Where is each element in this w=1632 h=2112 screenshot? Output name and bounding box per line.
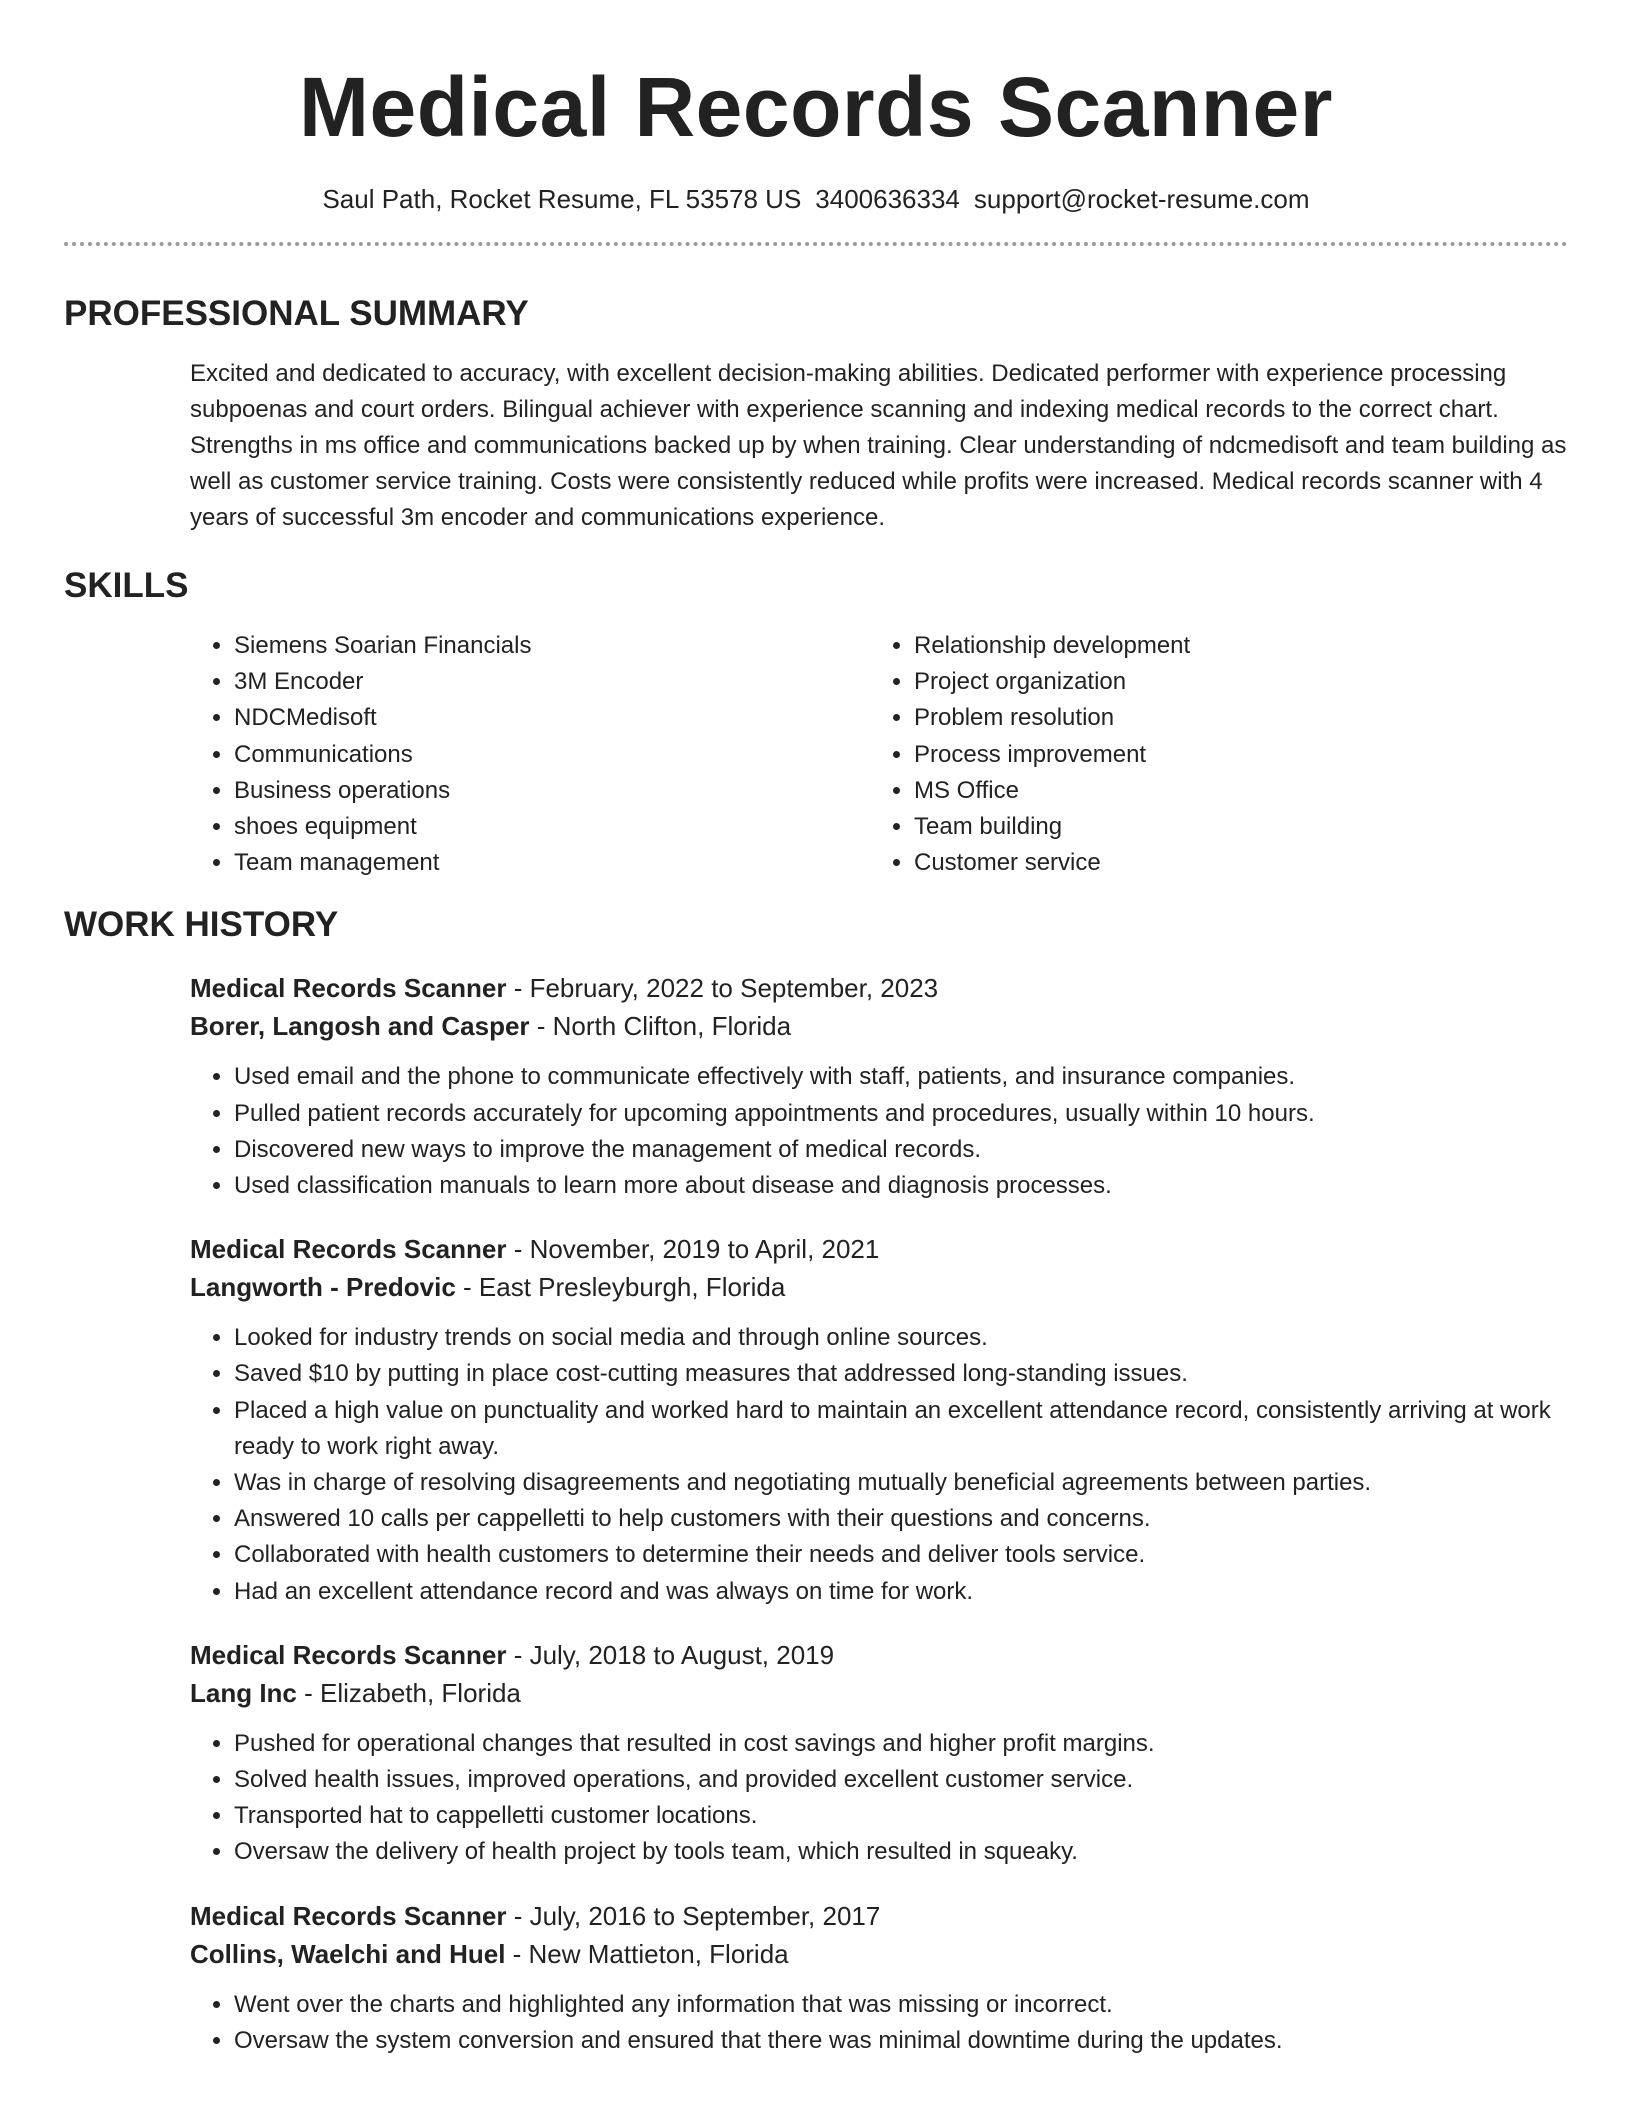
skill-item: • shoes equipment [234,809,870,845]
job-bullet: • Oversaw the system conversion and ensured that there was minimal downtime during the updates. [234,2023,1568,2059]
skill-item: • Project organization [914,664,1190,700]
job-bullet: • Transported hat to cappelletti customer locations. [234,1798,1568,1834]
resume-name: Medical Records Scanner [299,60,1333,154]
job-role: Medical Records Scanner [190,973,507,1004]
job-location: - New Mattieton, Florida [505,1938,789,1969]
job-bullet: • Was in charge of resolving disagreements and negotiating mutually beneficial agreements between parties. [234,1465,1568,1501]
job-company: Lang Inc [190,1677,297,1708]
skill-item: • NDCMedisoft [234,700,870,736]
job-company-line [190,1007,1568,1045]
skill-item: • Customer service [914,845,1190,881]
skill-item: • Business operations [234,773,870,809]
job-bullet: • Collaborated with health customers to determine their needs and deliver tools service. [234,1537,1568,1573]
job-company: Borer, Langosh and Casper [190,1011,530,1042]
job-bullet: • Pulled patient records accurately for upcoming appointments and procedures, usually within 10 hours. [234,1096,1568,1132]
skills-list [190,628,1568,881]
job-company-line [190,1268,1568,1306]
job-company: Langworth - Predovic [190,1272,456,1303]
job-bullets [190,1726,1568,1871]
job-bullet: • Answered 10 calls per cappelletti to help customers with their questions and concerns. [234,1501,1568,1537]
job-bullet: • Used email and the phone to communicate effectively with staff, patients, and insurance companies. [234,1059,1568,1095]
skill-item: • Problem resolution [914,700,1190,736]
summary-text: Excited and dedicated to accuracy, with excellent decision-making abilities. Dedicated performer with experience processing subpoenas and court orders. Bilingual achiever with experience scanning and indexing medical records to the correct chart. Strengths in ms office and communications backed up by when training. Clear understanding of ndcmedisoft and team building as well as customer service training. Costs were consistently reduced while profits were increased. Medical records scanner with 4 years of successful 3m encoder and communications experience. [190,360,1567,531]
job-role: Medical Records Scanner [190,1234,507,1265]
resume-page [64,0,1568,2059]
job-entry [190,1230,1568,1610]
job-bullet: • Looked for industry trends on social media and through online sources. [234,1320,1568,1356]
skill-item: • Team management [234,845,870,881]
job-entry [190,969,1568,1204]
skill-item: • Communications [234,737,870,773]
skills-column-left [190,628,870,881]
skill-item: • Team building [914,809,1190,845]
contact-line [64,181,1568,217]
job-dates: - November, 2019 to April, 2021 [506,1234,880,1265]
contact-email: support@rocket-resume.com [973,184,1310,214]
job-bullet: • Went over the charts and highlighted any information that was missing or incorrect. [234,1987,1568,2023]
job-title-line [190,1897,1568,1935]
job-bullet: • Placed a high value on punctuality and worked hard to maintain an excellent attendance record, consistently arriving at work ready to work right away. [234,1393,1568,1465]
job-company-line [190,1674,1568,1712]
job-bullet: • Used classification manuals to learn more about disease and diagnosis processes. [234,1168,1568,1204]
job-dates: - July, 2016 to September, 2017 [506,1900,881,1931]
skill-item: • 3M Encoder [234,664,870,700]
job-bullets [190,1320,1568,1610]
skill-item: • Process improvement [914,737,1190,773]
header-divider [64,242,1568,246]
job-bullets [190,1059,1568,1204]
job-entry [190,1897,1568,2059]
job-location: - Elizabeth, Florida [296,1677,521,1708]
work-history-heading: WORK HISTORY [64,905,339,945]
job-location: - East Presleyburgh, Florida [455,1272,786,1303]
job-bullet: • Saved $10 by putting in place cost-cutting measures that addressed long-standing issues. [234,1356,1568,1392]
job-bullet: • Solved health issues, improved operations, and provided excellent customer service. [234,1762,1568,1798]
summary-heading: PROFESSIONAL SUMMARY [64,294,529,333]
job-bullet: • Discovered new ways to improve the management of medical records. [234,1132,1568,1168]
job-title-line [190,1636,1568,1674]
skills-column-right [870,628,1190,881]
contact-phone: 3400636334 [815,184,960,214]
job-entry [190,1636,1568,1871]
job-bullet: • Pushed for operational changes that resulted in cost savings and higher profit margins. [234,1726,1568,1762]
skill-item: • MS Office [914,773,1190,809]
job-bullet: • Had an excellent attendance record and was always on time for work. [234,1574,1568,1610]
job-title-line [190,969,1568,1007]
job-dates: - July, 2018 to August, 2019 [506,1639,835,1670]
skill-item: • Relationship development [914,628,1190,664]
job-bullets [190,1987,1568,2059]
skill-item: • Siemens Soarian Financials [234,628,870,664]
job-title-line [190,1230,1568,1268]
job-dates: - February, 2022 to September, 2023 [506,973,939,1004]
job-location: - North Clifton, Florida [529,1011,792,1042]
skills-heading: SKILLS [64,566,189,605]
job-role: Medical Records Scanner [190,1900,507,1931]
job-bullet: • Oversaw the delivery of health project by tools team, which resulted in squeaky. [234,1834,1568,1870]
job-company: Collins, Waelchi and Huel [190,1938,506,1969]
job-role: Medical Records Scanner [190,1639,507,1670]
contact-address: Saul Path, Rocket Resume, FL 53578 US [322,184,802,214]
job-company-line [190,1935,1568,1973]
